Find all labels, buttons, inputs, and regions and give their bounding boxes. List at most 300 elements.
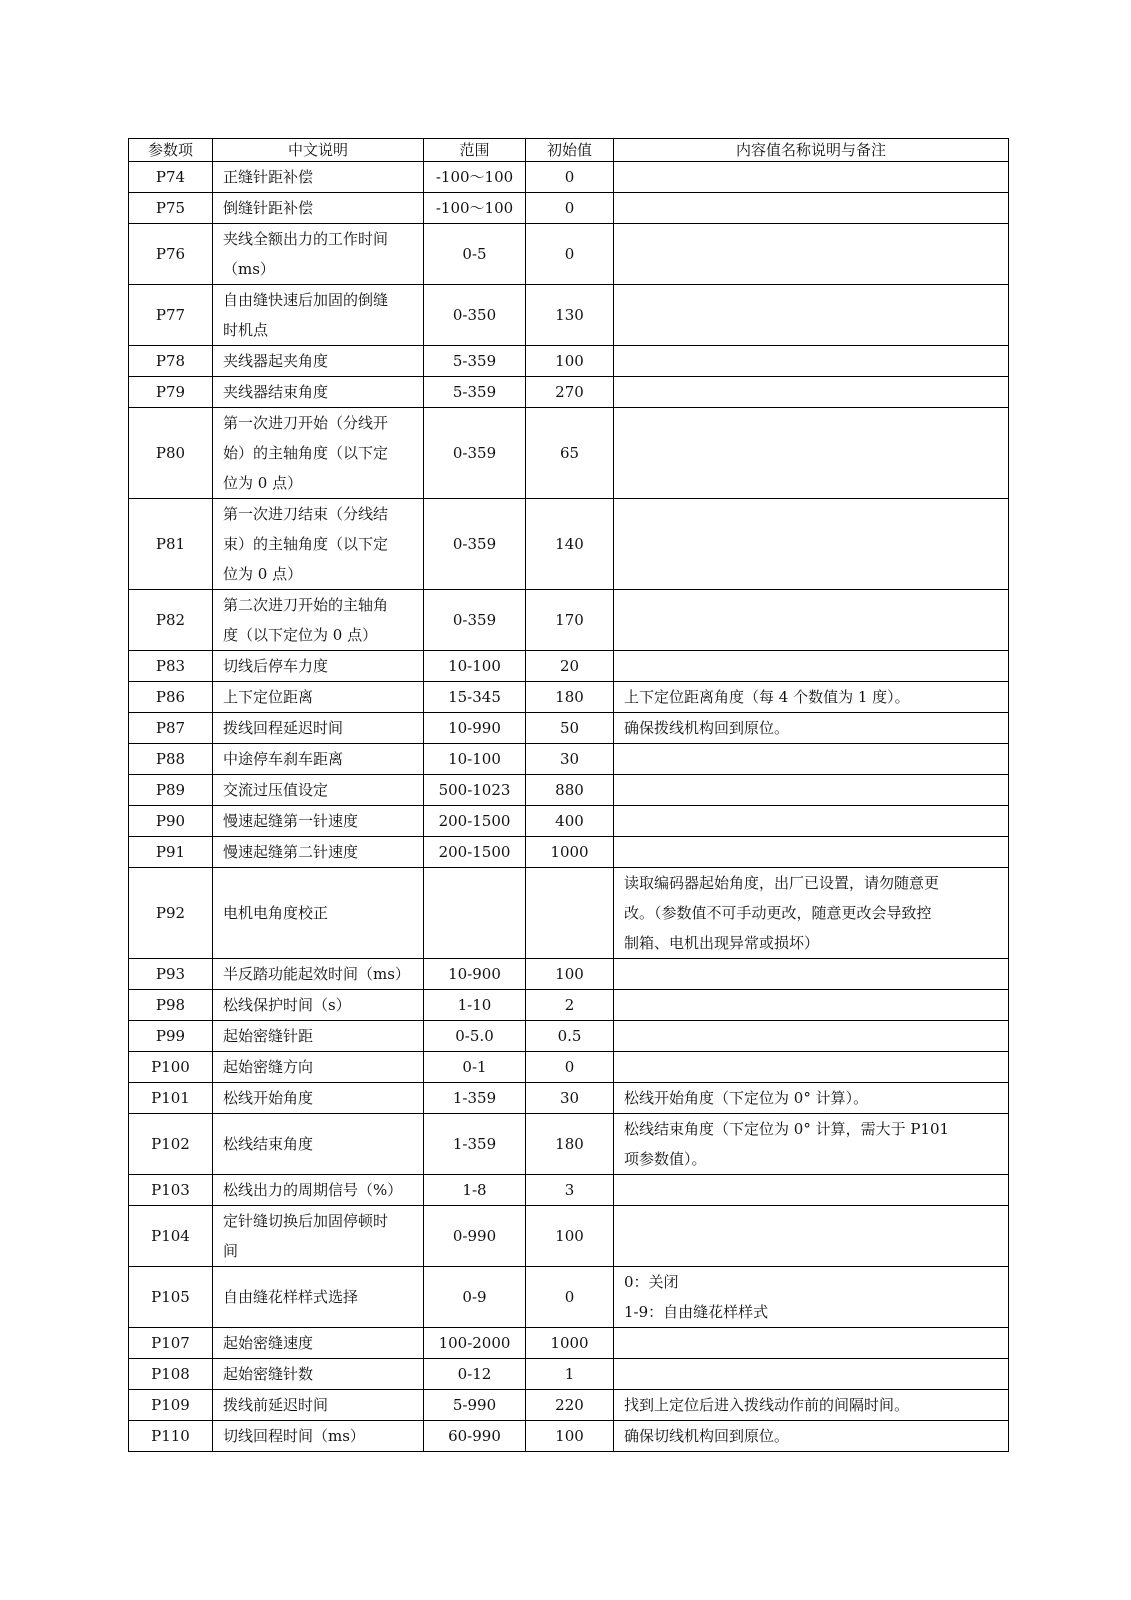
description-text: 慢速起缝第一针速度 (223, 812, 359, 830)
description-cell (213, 1175, 424, 1206)
param-id-cell (129, 806, 213, 837)
initial-value-text: 20 (559, 657, 580, 675)
range-text: 1-359 (452, 1089, 497, 1107)
param-id-text: P77 (155, 306, 186, 324)
description-cell (213, 499, 424, 590)
param-id-cell (129, 744, 213, 775)
initial-value-cell (526, 1052, 614, 1083)
initial-value-cell (526, 651, 614, 682)
description-text: 第一次进刀结束（分线结 束）的主轴角度（以下定 位为 0 点） (223, 505, 389, 583)
range-cell (424, 775, 526, 806)
initial-value-cell (526, 1267, 614, 1328)
table-row (129, 651, 1009, 682)
initial-value-cell (526, 959, 614, 990)
param-id-text: P75 (155, 199, 186, 217)
range-text: 10-100 (448, 750, 501, 768)
initial-value-text: 130 (555, 306, 584, 324)
table-row (129, 1421, 1009, 1452)
description-cell (213, 1390, 424, 1421)
table-row (129, 377, 1009, 408)
initial-value-cell (526, 224, 614, 285)
initial-value-cell (526, 837, 614, 868)
description-text: 起始密缝针数 (223, 1365, 314, 1383)
initial-value-text: 0 (564, 245, 575, 263)
range-cell (424, 868, 526, 959)
description-text: 切线回程时间（ms） (223, 1427, 365, 1445)
range-text: 10-900 (448, 965, 501, 983)
param-id-text: P79 (155, 383, 186, 401)
notes-cell (614, 651, 1009, 682)
notes-cell (614, 713, 1009, 744)
description-text: 慢速起缝第二针速度 (223, 843, 359, 861)
range-cell (424, 1114, 526, 1175)
param-id-text: P78 (155, 352, 186, 370)
range-text: 5-359 (452, 352, 497, 370)
table-row (129, 682, 1009, 713)
initial-value-text: 100 (555, 965, 584, 983)
param-id-cell (129, 224, 213, 285)
param-id-text: P98 (155, 996, 186, 1014)
description-text: 倒缝针距补偿 (223, 199, 314, 217)
description-cell (213, 1206, 424, 1267)
param-id-cell (129, 1114, 213, 1175)
initial-value-text: 100 (555, 352, 584, 370)
param-id-text: P90 (155, 812, 186, 830)
description-cell (213, 224, 424, 285)
param-id-text: P91 (155, 843, 186, 861)
table-row (129, 1021, 1009, 1052)
table-row (129, 162, 1009, 193)
param-id-text: P81 (155, 535, 186, 553)
initial-value-text: 3 (564, 1181, 575, 1199)
notes-cell (614, 1267, 1009, 1328)
initial-value-cell (526, 590, 614, 651)
range-cell (424, 1328, 526, 1359)
param-id-cell (129, 285, 213, 346)
param-id-cell (129, 713, 213, 744)
table-row (129, 837, 1009, 868)
param-id-cell (129, 193, 213, 224)
range-text: 0-12 (457, 1365, 492, 1383)
header-initial-value: 初始值 (526, 139, 614, 162)
table-row (129, 1328, 1009, 1359)
description-text: 松线保护时间（s） (223, 996, 351, 1014)
initial-value-text: 140 (555, 535, 584, 553)
initial-value-text: 270 (555, 383, 584, 401)
notes-text: 0：关闭 1-9：自由缝花样样式 (624, 1273, 769, 1321)
param-id-text: P99 (155, 1027, 186, 1045)
table-row (129, 1390, 1009, 1421)
param-id-cell (129, 1175, 213, 1206)
notes-cell (614, 1390, 1009, 1421)
range-cell (424, 285, 526, 346)
table-header-row (129, 139, 1009, 162)
param-id-cell (129, 1021, 213, 1052)
param-id-text: P93 (155, 965, 186, 983)
range-text: 15-345 (448, 688, 501, 706)
description-text: 松线出力的周期信号（%） (223, 1181, 403, 1199)
param-id-text: P109 (151, 1396, 190, 1414)
param-id-cell (129, 1267, 213, 1328)
range-text: 0-5 (462, 245, 487, 263)
notes-text: 找到上定位后进入拨线动作前的间隔时间。 (624, 1396, 910, 1414)
range-text: 60-990 (448, 1427, 501, 1445)
description-text: 起始密缝方向 (223, 1058, 314, 1076)
initial-value-text: 0 (564, 199, 575, 217)
range-cell (424, 499, 526, 590)
description-cell (213, 806, 424, 837)
description-text: 夹线全额出力的工作时间 （ms） (223, 230, 389, 278)
description-text: 第二次进刀开始的主轴角 度（以下定位为 0 点） (223, 596, 389, 644)
table-row (129, 1267, 1009, 1328)
table-row (129, 744, 1009, 775)
range-cell (424, 346, 526, 377)
param-id-cell (129, 346, 213, 377)
notes-cell (614, 1328, 1009, 1359)
param-id-cell (129, 590, 213, 651)
range-cell (424, 651, 526, 682)
table-row (129, 806, 1009, 837)
param-id-cell (129, 1083, 213, 1114)
range-text: 0-359 (452, 611, 497, 629)
description-text: 起始密缝针距 (223, 1027, 314, 1045)
param-id-text: P110 (151, 1427, 190, 1445)
description-text: 拨线回程延迟时间 (223, 719, 344, 737)
range-cell (424, 224, 526, 285)
range-cell (424, 1390, 526, 1421)
description-cell (213, 1083, 424, 1114)
param-id-cell (129, 1206, 213, 1267)
initial-value-cell (526, 1114, 614, 1175)
range-text: 1-8 (462, 1181, 487, 1199)
table-row (129, 959, 1009, 990)
notes-text: 读取编码器起始角度，出厂已设置，请勿随意更 改。（参数值不可手动更改，随意更改会导致控 制箱、电机出现异常或损坏） (624, 874, 940, 952)
range-text: 1-359 (452, 1135, 497, 1153)
range-text: 0-5.0 (455, 1027, 494, 1045)
notes-cell (614, 1021, 1009, 1052)
table-row (129, 868, 1009, 959)
description-text: 自由缝花样样式选择 (223, 1288, 359, 1306)
notes-cell (614, 959, 1009, 990)
notes-text: 上下定位距离角度（每 4 个数值为 1 度）。 (624, 688, 910, 706)
param-id-cell (129, 990, 213, 1021)
description-cell (213, 837, 424, 868)
table-row (129, 499, 1009, 590)
param-id-text: P102 (151, 1135, 190, 1153)
initial-value-cell (526, 1206, 614, 1267)
table-row (129, 193, 1009, 224)
param-id-cell (129, 1359, 213, 1390)
initial-value-cell (526, 1021, 614, 1052)
table-row (129, 990, 1009, 1021)
initial-value-cell (526, 285, 614, 346)
notes-cell (614, 499, 1009, 590)
range-text: 500-1023 (438, 781, 511, 799)
param-id-cell (129, 1421, 213, 1452)
description-text: 松线开始角度 (223, 1089, 314, 1107)
initial-value-text: 1 (564, 1365, 575, 1383)
description-text: 切线后停车力度 (223, 657, 329, 675)
initial-value-text: 0.5 (557, 1027, 582, 1045)
notes-cell (614, 1052, 1009, 1083)
range-text: 0-1 (462, 1058, 487, 1076)
param-id-text: P92 (155, 904, 186, 922)
range-cell (424, 990, 526, 1021)
initial-value-text: 100 (555, 1427, 584, 1445)
description-text: 中途停车刹车距离 (223, 750, 344, 768)
param-id-text: P108 (151, 1365, 190, 1383)
initial-value-text: 65 (559, 444, 580, 462)
param-id-text: P107 (151, 1334, 190, 1352)
description-cell (213, 868, 424, 959)
notes-cell (614, 193, 1009, 224)
notes-cell (614, 1206, 1009, 1267)
table-row (129, 775, 1009, 806)
initial-value-text: 0 (564, 168, 575, 186)
notes-cell (614, 1359, 1009, 1390)
description-cell (213, 1328, 424, 1359)
notes-cell (614, 744, 1009, 775)
description-text: 交流过压值设定 (223, 781, 329, 799)
initial-value-text: 180 (555, 1135, 584, 1153)
description-text: 第一次进刀开始（分线开 始）的主轴角度（以下定 位为 0 点） (223, 414, 389, 492)
notes-cell (614, 1175, 1009, 1206)
param-id-cell (129, 377, 213, 408)
description-cell (213, 408, 424, 499)
range-text: 0-350 (452, 306, 497, 324)
description-text: 夹线器起夹角度 (223, 352, 329, 370)
initial-value-cell (526, 1175, 614, 1206)
param-id-text: P80 (155, 444, 186, 462)
table-row (129, 1206, 1009, 1267)
description-text: 半反踏功能起效时间（ms） (223, 965, 410, 983)
param-id-cell (129, 1390, 213, 1421)
range-cell (424, 193, 526, 224)
initial-value-cell (526, 1083, 614, 1114)
range-cell (424, 1083, 526, 1114)
range-cell (424, 713, 526, 744)
initial-value-text: 100 (555, 1227, 584, 1245)
range-cell (424, 377, 526, 408)
initial-value-cell (526, 1328, 614, 1359)
param-id-text: P87 (155, 719, 186, 737)
initial-value-text: 50 (559, 719, 580, 737)
description-text: 正缝针距补偿 (223, 168, 314, 186)
param-id-cell (129, 959, 213, 990)
notes-cell (614, 837, 1009, 868)
range-text: 10-990 (448, 719, 501, 737)
range-text: -100～100 (435, 168, 514, 186)
range-text: 10-100 (448, 657, 501, 675)
initial-value-cell (526, 990, 614, 1021)
initial-value-text: 880 (555, 781, 584, 799)
param-id-cell (129, 499, 213, 590)
initial-value-cell (526, 499, 614, 590)
table-row (129, 224, 1009, 285)
param-id-cell (129, 837, 213, 868)
notes-text: 松线结束角度（下定位为 0° 计算，需大于 P101 项参数值）。 (624, 1120, 950, 1168)
param-id-cell (129, 408, 213, 499)
notes-cell (614, 868, 1009, 959)
param-id-cell (129, 682, 213, 713)
range-text: 5-990 (452, 1396, 497, 1414)
param-id-text: P89 (155, 781, 186, 799)
initial-value-text: 30 (559, 750, 580, 768)
table-row (129, 590, 1009, 651)
description-text: 自由缝快速后加固的倒缝 时机点 (223, 291, 389, 339)
initial-value-cell (526, 682, 614, 713)
notes-cell (614, 285, 1009, 346)
range-cell (424, 590, 526, 651)
param-id-cell (129, 162, 213, 193)
range-text: -100～100 (435, 199, 514, 217)
param-id-text: P105 (151, 1288, 190, 1306)
notes-cell (614, 590, 1009, 651)
table-row (129, 1083, 1009, 1114)
description-cell (213, 651, 424, 682)
range-text: 200-1500 (438, 812, 511, 830)
param-id-text: P86 (155, 688, 186, 706)
range-cell (424, 837, 526, 868)
param-id-text: P100 (151, 1058, 190, 1076)
table-row (129, 1052, 1009, 1083)
range-cell (424, 1206, 526, 1267)
description-text: 上下定位距离 (223, 688, 314, 706)
param-id-cell (129, 868, 213, 959)
param-id-text: P103 (151, 1181, 190, 1199)
param-id-cell (129, 775, 213, 806)
header-param: 参数项 (129, 139, 213, 162)
param-id-text: P82 (155, 611, 186, 629)
range-cell (424, 806, 526, 837)
description-cell (213, 1052, 424, 1083)
param-id-text: P83 (155, 657, 186, 675)
description-cell (213, 1421, 424, 1452)
table-row (129, 285, 1009, 346)
description-cell (213, 1114, 424, 1175)
initial-value-text: 30 (559, 1089, 580, 1107)
initial-value-text: 170 (555, 611, 584, 629)
range-text: 100-2000 (438, 1334, 511, 1352)
notes-cell (614, 1421, 1009, 1452)
initial-value-cell (526, 775, 614, 806)
param-id-cell (129, 1328, 213, 1359)
description-cell (213, 713, 424, 744)
range-text: 0-9 (462, 1288, 487, 1306)
range-cell (424, 1052, 526, 1083)
description-text: 电机电角度校正 (223, 904, 329, 922)
notes-cell (614, 408, 1009, 499)
range-cell (424, 682, 526, 713)
range-text: 5-359 (452, 383, 497, 401)
notes-cell (614, 682, 1009, 713)
description-cell (213, 682, 424, 713)
initial-value-cell (526, 377, 614, 408)
range-cell (424, 1267, 526, 1328)
notes-cell (614, 1083, 1009, 1114)
notes-cell (614, 377, 1009, 408)
initial-value-text: 220 (555, 1396, 584, 1414)
range-cell (424, 1175, 526, 1206)
initial-value-text: 1000 (550, 1334, 589, 1352)
range-text: 1-10 (457, 996, 492, 1014)
notes-cell (614, 346, 1009, 377)
range-cell (424, 744, 526, 775)
notes-cell (614, 162, 1009, 193)
table-row (129, 713, 1009, 744)
notes-cell (614, 990, 1009, 1021)
notes-cell (614, 806, 1009, 837)
param-id-text: P101 (151, 1089, 190, 1107)
param-id-cell (129, 651, 213, 682)
description-cell (213, 990, 424, 1021)
initial-value-cell (526, 1390, 614, 1421)
description-cell (213, 1359, 424, 1390)
initial-value-cell (526, 713, 614, 744)
description-text: 定针缝切换后加固停顿时 间 (223, 1212, 389, 1260)
description-text: 松线结束角度 (223, 1135, 314, 1153)
description-cell (213, 959, 424, 990)
description-cell (213, 744, 424, 775)
description-cell (213, 162, 424, 193)
table-row (129, 1359, 1009, 1390)
initial-value-text: 180 (555, 688, 584, 706)
initial-value-text: 1000 (550, 843, 589, 861)
range-cell (424, 1021, 526, 1052)
range-cell (424, 162, 526, 193)
initial-value-cell (526, 1421, 614, 1452)
range-text: 0-359 (452, 444, 497, 462)
description-cell (213, 590, 424, 651)
range-cell (424, 408, 526, 499)
header-range: 范围 (424, 139, 526, 162)
table-row (129, 1175, 1009, 1206)
description-cell (213, 346, 424, 377)
range-text: 200-1500 (438, 843, 511, 861)
table-row (129, 408, 1009, 499)
range-cell (424, 1421, 526, 1452)
notes-cell (614, 775, 1009, 806)
description-text: 起始密缝速度 (223, 1334, 314, 1352)
initial-value-cell (526, 193, 614, 224)
description-cell (213, 775, 424, 806)
range-cell (424, 959, 526, 990)
initial-value-text: 0 (564, 1288, 575, 1306)
header-notes: 内容值名称说明与备注 (614, 139, 1009, 162)
range-cell (424, 1359, 526, 1390)
notes-cell (614, 1114, 1009, 1175)
param-id-text: P88 (155, 750, 186, 768)
description-cell (213, 377, 424, 408)
parameter-table (128, 138, 1009, 1452)
description-cell (213, 193, 424, 224)
initial-value-cell (526, 346, 614, 377)
initial-value-cell (526, 1359, 614, 1390)
parameter-document (128, 138, 1008, 1452)
initial-value-cell (526, 868, 614, 959)
param-id-text: P74 (155, 168, 186, 186)
initial-value-cell (526, 408, 614, 499)
header-description: 中文说明 (213, 139, 424, 162)
initial-value-cell (526, 806, 614, 837)
initial-value-cell (526, 744, 614, 775)
param-id-text: P104 (151, 1227, 190, 1245)
notes-text: 确保切线机构回到原位。 (624, 1427, 790, 1445)
notes-text: 松线开始角度（下定位为 0° 计算）。 (624, 1089, 869, 1107)
range-text: 0-990 (452, 1227, 497, 1245)
notes-cell (614, 224, 1009, 285)
notes-text: 确保拨线机构回到原位。 (624, 719, 790, 737)
